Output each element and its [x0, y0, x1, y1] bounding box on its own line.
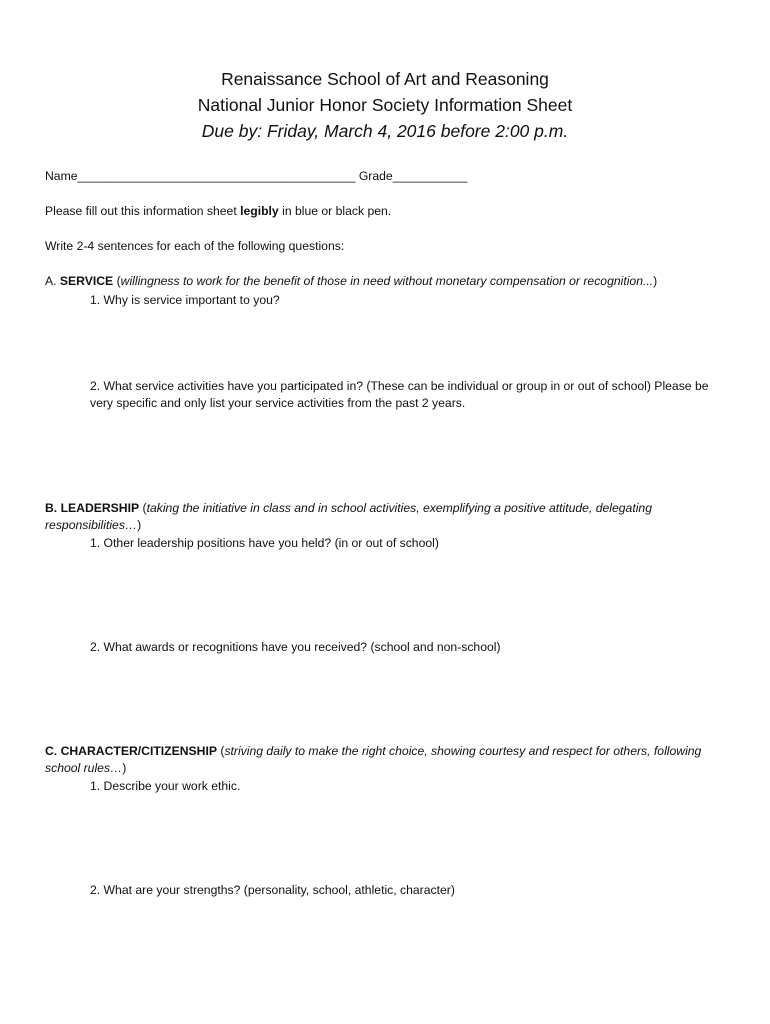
section-service-heading: A. SERVICE (willingness to work for the benefit of those in need without monetary compensation or recognition...) [45, 274, 658, 288]
name-grade-line [45, 168, 467, 185]
character-question-1: 1. Describe your work ethic. [90, 779, 241, 793]
leadership-description: taking the initiative in class and in school activities, exemplifying a positive attitude, delegating responsibilities… [45, 501, 652, 532]
due-date: Due by: Friday, March 4, 2016 before 2:00 p.m. [201, 121, 569, 141]
school-name: Renaissance School of Art and Reasoning [221, 69, 549, 89]
leadership-question-2: 2. What awards or recognitions have you received? (school and non-school) [90, 640, 501, 654]
section-leadership-heading: B. LEADERSHIP (taking the initiative in class and in school activities, exemplifying a positive attitude, delegating responsibilities…) [45, 501, 652, 532]
sheet-title: National Junior Honor Society Information Sheet [197, 95, 573, 115]
leadership-title: B. LEADERSHIP [45, 501, 140, 515]
character-question-2: 2. What are your strengths? (personality, school, athletic, character) [90, 883, 455, 897]
grade-label: Grade [358, 169, 393, 183]
character-title: C. CHARACTER/CITIZENSHIP [45, 744, 217, 758]
character-description: striving daily to make the right choice, showing courtesy and respect for others, following school rules… [45, 744, 702, 775]
service-question-2: 2. What service activities have you participated in? (These can be individual or group in or out of school) Please be very specific and only list your service activities from the past 2 years. [90, 379, 709, 410]
name-blank[interactable]: _________________________________________ [77, 169, 356, 183]
section-character-heading: C. CHARACTER/CITIZENSHIP (striving daily to make the right choice, showing courtesy and respect for others, following school rules…) [45, 744, 702, 775]
legibly-emphasis: legibly [240, 204, 279, 218]
name-label: Name [45, 169, 78, 183]
service-description: willingness to work for the benefit of those in need without monetary compensation or recognition... [120, 274, 654, 288]
write-instruction: Write 2-4 sentences for each of the following questions: [45, 239, 345, 253]
leadership-question-1: 1. Other leadership positions have you held? (in or out of school) [90, 536, 439, 550]
fill-instruction: Please fill out this information sheet legibly in blue or black pen. [45, 204, 392, 218]
service-question-1: 1. Why is service important to you? [90, 293, 280, 307]
grade-blank[interactable]: ___________ [392, 169, 468, 183]
document-header [0, 66, 770, 144]
service-title: SERVICE [59, 274, 114, 288]
